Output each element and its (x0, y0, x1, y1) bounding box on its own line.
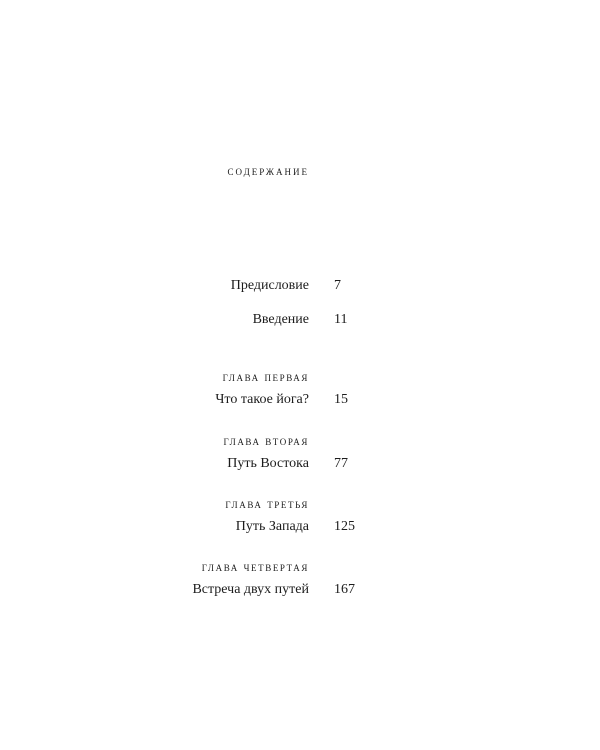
toc-entry-preface-page: 7 (334, 278, 341, 293)
chapter-2-heading: глава вторая (223, 434, 309, 448)
chapter-2-page: 77 (334, 456, 348, 471)
toc-title: содержание (227, 163, 309, 178)
chapter-3-heading: глава третья (225, 497, 309, 511)
toc-entry-introduction-label: Введение (252, 312, 309, 327)
toc-entry-preface-label: Предисловие (230, 278, 309, 293)
chapter-4-page: 167 (334, 582, 355, 597)
chapter-1-page: 15 (334, 392, 348, 407)
chapter-3-page: 125 (334, 519, 355, 534)
chapter-4-heading: глава четвертая (201, 560, 309, 574)
chapter-4-title: Встреча двух путей (192, 582, 309, 597)
chapter-3-title: Путь Запада (235, 519, 309, 534)
toc-entry-introduction-page: 11 (334, 312, 348, 327)
chapter-1-title: Что такое йога? (215, 392, 309, 407)
chapter-1-heading: глава первая (222, 370, 309, 384)
chapter-2-title: Путь Востока (227, 456, 309, 471)
